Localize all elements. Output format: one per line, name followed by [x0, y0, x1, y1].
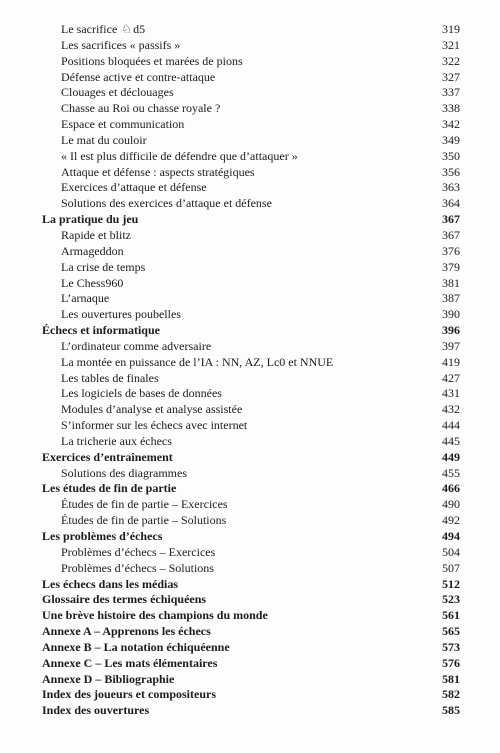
toc-entry-title: Les ouvertures poubelles	[61, 307, 181, 322]
toc-entry	[0, 276, 500, 292]
toc-entry	[0, 561, 500, 577]
toc-entry-title: S’informer sur les échecs avec internet	[61, 418, 248, 433]
toc-page-number: 367	[442, 227, 460, 242]
toc-entry	[0, 133, 500, 149]
toc-section	[0, 323, 500, 339]
toc-entry	[0, 339, 500, 355]
toc-entry	[0, 101, 500, 117]
toc-entry-title: Index des ouvertures	[42, 703, 150, 718]
toc-page-number: 376	[442, 243, 460, 258]
toc-page-number: 364	[442, 196, 460, 211]
toc-page-number: 396	[442, 323, 460, 338]
toc-entry	[0, 545, 500, 561]
toc-entry	[0, 260, 500, 276]
toc-entry-title: Une brève histoire des champions du monde	[42, 608, 268, 623]
toc-entry-title: Les logiciels de bases de données	[61, 386, 222, 401]
toc-entry	[0, 434, 500, 450]
toc-entry-title: Le sacrifice ♘d5	[61, 22, 146, 36]
toc-page-number: 322	[442, 53, 460, 68]
toc-entry-title: Clouages et déclouages	[61, 85, 174, 100]
toc-page-number: 449	[442, 449, 460, 464]
toc-entry-title: L’arnaque	[61, 291, 110, 306]
toc-page-number: 338	[442, 101, 460, 116]
toc-page-number: 381	[442, 275, 460, 290]
toc-page-number: 576	[442, 655, 460, 670]
toc-entry-title: Positions bloquées et marées de pions	[61, 53, 243, 68]
toc-page-number: 427	[442, 370, 460, 385]
toc-page-number: 494	[442, 529, 460, 543]
toc-page-number: 419	[442, 354, 460, 369]
toc-entry-title: Défense active et contre-attaque	[61, 69, 216, 84]
toc-entry-title: Problèmes d’échecs – Solutions	[61, 560, 214, 575]
toc-page-number: 350	[442, 148, 460, 163]
toc-page-number: 356	[442, 164, 460, 179]
toc-entry	[0, 54, 500, 70]
toc-entry-title: Rapide et blitz	[61, 227, 131, 242]
toc-entry-title: « Il est plus difficile de défendre que d’attaquer »	[61, 148, 298, 163]
toc-page-number: 319	[442, 22, 460, 36]
toc-entry-title: Attaque et défense : aspects stratégiques	[61, 164, 255, 179]
toc-page-number: 321	[442, 37, 460, 52]
toc-section	[0, 529, 500, 545]
toc-entry-title: La pratique du jeu	[42, 212, 139, 227]
toc-section	[0, 212, 500, 228]
toc-page-number: 349	[442, 132, 460, 147]
toc-entry	[0, 85, 500, 101]
toc-page-number: 455	[442, 465, 460, 480]
toc-page-number: 585	[442, 703, 460, 718]
toc-entry-title: Annexe A – Apprenons les échecs	[42, 624, 211, 639]
toc-entry-title: Solutions des exercices d’attaque et défense	[61, 196, 272, 211]
toc-section	[0, 450, 500, 466]
toc-page-number: 390	[442, 307, 460, 322]
toc-page-number: 512	[442, 576, 460, 591]
toc-entry	[0, 22, 500, 38]
toc-entry	[0, 513, 500, 529]
toc-entry	[0, 291, 500, 307]
toc-entry-title: Les problèmes d’échecs	[42, 529, 163, 543]
toc-entry	[0, 228, 500, 244]
toc-entry-title: Les échecs dans les médias	[42, 576, 178, 591]
toc-entry	[0, 418, 500, 434]
toc-entry-title: Exercices d’attaque et défense	[61, 180, 207, 195]
toc-section	[0, 687, 500, 703]
toc-page-number: 397	[442, 338, 460, 353]
toc-entry	[0, 371, 500, 387]
toc-entry	[0, 402, 500, 418]
toc-entry-title: Chasse au Roi ou chasse royale ?	[61, 101, 221, 116]
toc-section	[0, 703, 500, 719]
toc-entry	[0, 149, 500, 165]
toc-entry-title: La crise de temps	[61, 259, 146, 274]
toc-page-number: 327	[442, 69, 460, 84]
toc-page-number: 565	[442, 624, 460, 639]
toc-page-number: 337	[442, 85, 460, 100]
toc-entry-title: Les sacrifices « passifs »	[61, 37, 181, 52]
toc-page-number: 363	[442, 180, 460, 195]
toc-section	[0, 481, 500, 497]
toc-page-number: 582	[442, 687, 460, 702]
toc-page-number: 466	[442, 481, 460, 496]
table-of-contents	[0, 22, 500, 719]
toc-entry	[0, 307, 500, 323]
toc-entry-title: Modules d’analyse et analyse assistée	[61, 402, 243, 417]
toc-page-number: 444	[442, 418, 460, 433]
toc-section	[0, 656, 500, 672]
toc-section	[0, 672, 500, 688]
toc-page-number: 504	[442, 544, 460, 559]
toc-page-number: 431	[442, 386, 460, 401]
toc-entry-title: Glossaire des termes échiquéens	[42, 592, 207, 607]
toc-entry-title: Les tables de finales	[61, 370, 159, 385]
toc-entry-title: Problèmes d’échecs – Exercices	[61, 544, 216, 559]
toc-page-number: 561	[442, 608, 460, 623]
toc-entry-title: Le mat du couloir	[61, 132, 147, 147]
toc-entry-title: Annexe D – Bibliographie	[42, 671, 175, 686]
toc-entry-title: Solutions des diagrammes	[61, 465, 187, 480]
toc-entry	[0, 355, 500, 371]
toc-entry-title: La montée en puissance de l’IA : NN, AZ, Lc0 et NNUE	[61, 354, 334, 369]
toc-section	[0, 592, 500, 608]
toc-entry-title: Les études de fin de partie	[42, 481, 177, 496]
toc-page-number: 581	[442, 671, 460, 686]
toc-entry	[0, 38, 500, 54]
white-knight-icon: ♘	[121, 22, 133, 36]
toc-entry-title: Espace et communication	[61, 117, 185, 132]
toc-entry-title: La tricherie aux échecs	[61, 433, 172, 448]
toc-page-number: 507	[442, 560, 460, 575]
toc-page-number: 573	[442, 639, 460, 654]
toc-page-number: 445	[442, 433, 460, 448]
toc-entry	[0, 497, 500, 513]
toc-section	[0, 624, 500, 640]
toc-page-number: 523	[442, 592, 460, 607]
toc-entry-title: Études de fin de partie – Exercices	[61, 497, 228, 512]
toc-section	[0, 577, 500, 593]
toc-page-number: 342	[442, 117, 460, 132]
toc-entry	[0, 165, 500, 181]
toc-entry	[0, 196, 500, 212]
toc-page-number: 387	[442, 291, 460, 306]
toc-entry-title: Le Chess960	[61, 275, 124, 290]
toc-page-number: 492	[442, 513, 460, 528]
toc-entry	[0, 244, 500, 260]
toc-entry-title: L’ordinateur comme adversaire	[61, 338, 212, 353]
toc-entry	[0, 466, 500, 482]
toc-section	[0, 640, 500, 656]
toc-entry	[0, 180, 500, 196]
toc-page-number: 379	[442, 259, 460, 274]
toc-entry-title: Armageddon	[61, 243, 124, 258]
toc-entry-title: Index des joueurs et compositeurs	[42, 687, 216, 702]
toc-entry	[0, 70, 500, 86]
toc-section	[0, 608, 500, 624]
toc-page-number: 432	[442, 402, 460, 417]
toc-page-number: 367	[442, 212, 460, 227]
toc-entry	[0, 386, 500, 402]
toc-entry-title: Études de fin de partie – Solutions	[61, 513, 227, 528]
toc-entry-title: Exercices d’entraînement	[42, 449, 173, 464]
toc-entry	[0, 117, 500, 133]
toc-entry-title: Échecs et informatique	[42, 323, 160, 338]
toc-page-number: 490	[442, 497, 460, 512]
toc-entry-title: Annexe B – La notation échiquéenne	[42, 639, 230, 654]
toc-entry-title: Annexe C – Les mats élémentaires	[42, 655, 218, 670]
